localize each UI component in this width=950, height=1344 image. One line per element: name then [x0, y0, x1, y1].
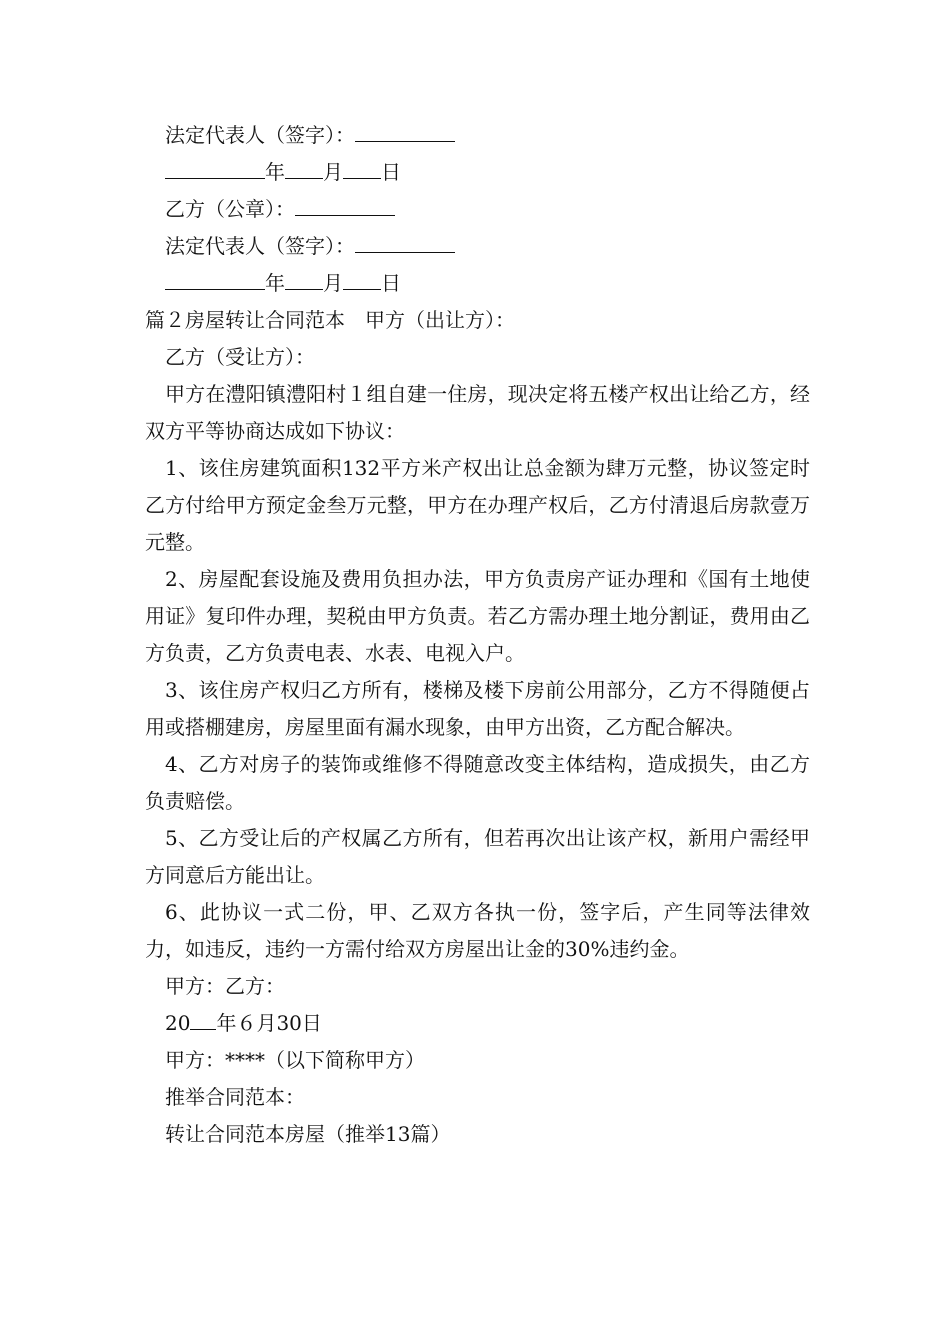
clause-1: 1、该住房建筑面积132平方米产权出让总金额为肆万元整，协议签定时乙方付给甲方预定金叁万元整，甲方在办理产权后，乙方付清退后房款壹万元整。: [145, 456, 810, 554]
clause-5: 5、乙方受让后的产权属乙方所有，但若再次出让该产权，新用户需经甲方同意后方能出让。: [145, 826, 810, 887]
year-blank: [165, 156, 265, 179]
party-a-line: 甲方：****（以下简称甲方）: [165, 1048, 425, 1072]
parties-signature-line: 甲方：乙方：: [165, 974, 285, 998]
contract-date: [145, 1005, 810, 1042]
month-blank: [285, 156, 323, 179]
day-label: 日: [381, 271, 401, 295]
year-label: 年: [265, 271, 285, 295]
section-heading: [145, 302, 810, 339]
clause-6: 6、此协议一式二份，甲、乙双方各执一份，签字后，产生同等法律效力，如违反，违约一方需付给双方房屋出让金的30%违约金。: [145, 900, 810, 961]
year-label: 年: [265, 160, 285, 184]
seal-blank: [295, 193, 395, 216]
date-suffix: 年６月30日: [216, 1011, 322, 1035]
year-blank: [165, 267, 265, 290]
party-a-heading: 甲方（出让方）：: [365, 308, 515, 332]
day-label: 日: [381, 160, 401, 184]
date-line-2: [145, 265, 810, 302]
month-label: 月: [323, 160, 343, 184]
day-blank: [343, 156, 381, 179]
date-prefix: 20: [165, 1011, 191, 1035]
clause-3: 3、该住房产权归乙方所有，楼梯及楼下房前公用部分，乙方不得随便占用或搭棚建房，房屋里面有漏水现象，由甲方出资，乙方配合解决。: [145, 678, 810, 739]
signature-blank: [355, 230, 455, 253]
intro-paragraph: 甲方在澧阳镇澧阳村１组自建一住房，现决定将五楼产权出让给乙方，经双方平等协商达成如下协议：: [145, 382, 810, 443]
recommend-title: 转让合同范本房屋（推举13篇）: [165, 1122, 451, 1146]
clause-2: 2、房屋配套设施及费用负担办法，甲方负责房产证办理和《国有土地使用证》复印件办理，契税由甲方负责。若乙方需办理土地分割证，费用由乙方负责，乙方负责电表、水表、电视入户。: [145, 567, 810, 665]
document-body: [145, 117, 810, 1153]
clause-4: 4、乙方对房子的装饰或维修不得随意改变主体结构，造成损失，由乙方负责赔偿。: [145, 752, 810, 813]
legal-rep-label: 法定代表人（签字）：: [165, 234, 355, 258]
section-title: 篇２房屋转让合同范本: [145, 308, 345, 332]
month-label: 月: [323, 271, 343, 295]
party-b-line: 乙方（受让方）：: [165, 345, 315, 369]
party-b-seal-label: 乙方（公章）：: [165, 197, 295, 221]
legal-rep-label: 法定代表人（签字）：: [165, 123, 355, 147]
signature-blank: [355, 119, 455, 142]
year-digit-blank: [190, 1007, 216, 1030]
day-blank: [343, 267, 381, 290]
legal-rep-line-2: [145, 228, 810, 265]
month-blank: [285, 267, 323, 290]
legal-rep-line-1: [145, 117, 810, 154]
date-line-1: [145, 154, 810, 191]
recommend-line: 推举合同范本：: [165, 1085, 305, 1109]
party-b-seal-line: [145, 191, 810, 228]
